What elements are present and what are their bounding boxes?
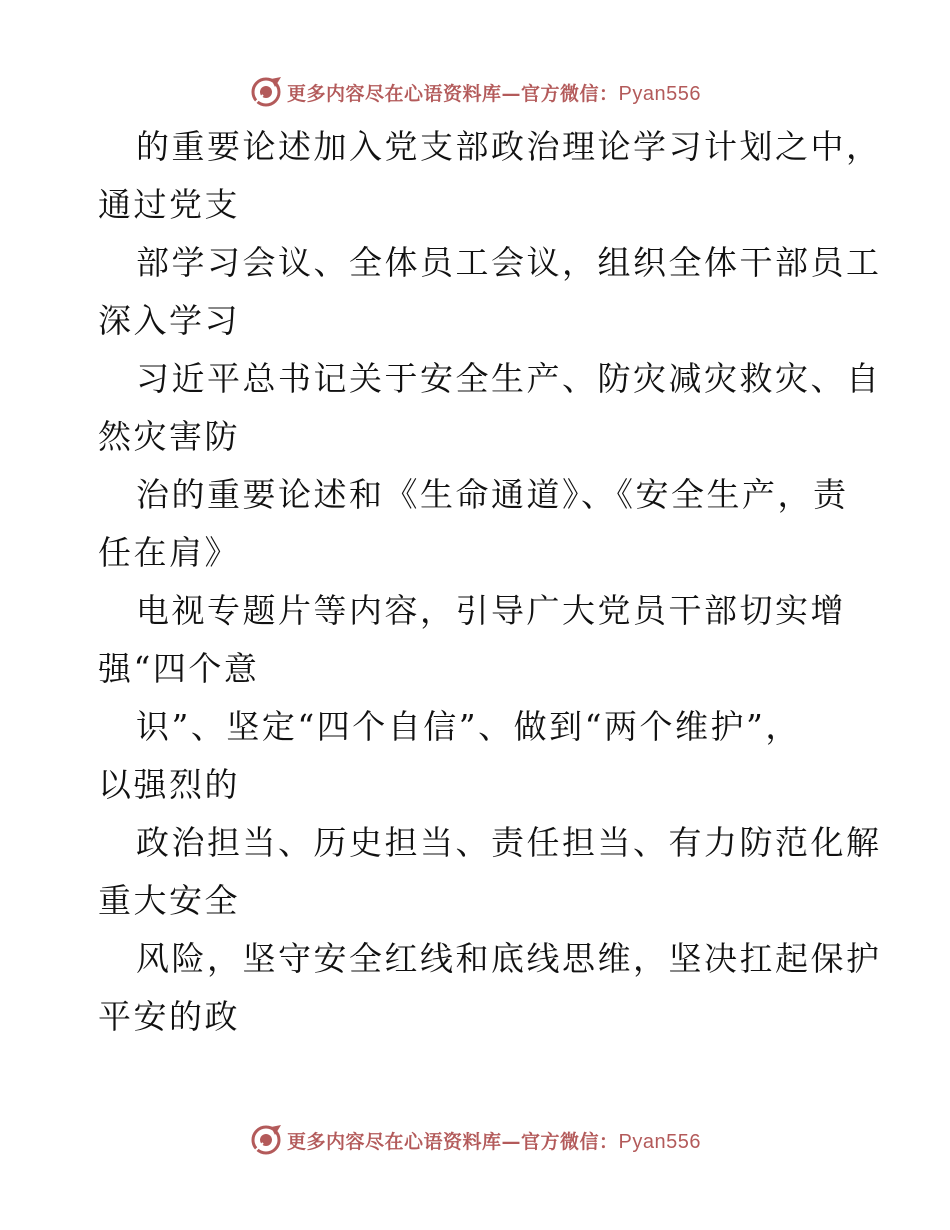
paragraph-line: 电视专题片等内容，引导广大党员干部切实增	[136, 591, 846, 630]
paragraph	[98, 350, 882, 466]
document-body	[98, 118, 882, 1046]
paragraph-line: 通过党支	[98, 185, 240, 224]
paragraph	[98, 930, 882, 1046]
footer-banner-id: Pyan556	[618, 1130, 701, 1153]
paragraph	[98, 582, 858, 698]
paragraph-line: 部学习会议、全体员工会议，组织全体干部员工	[136, 243, 882, 282]
paragraph	[98, 118, 882, 234]
paragraph-line: 政治担当、历史担当、责任担当、有力防范化解	[136, 823, 882, 862]
header-banner-text	[287, 79, 701, 106]
paragraph-line: 重大安全	[98, 881, 240, 920]
footer-banner	[0, 1118, 950, 1162]
paragraph	[98, 234, 882, 350]
header-banner-id: Pyan556	[618, 82, 701, 105]
paragraph	[98, 698, 858, 814]
paragraph-line: 深入学习	[98, 301, 240, 340]
quill-pen-logo-icon	[249, 1123, 283, 1157]
paragraph-line: 习近平总书记关于安全生产、防灾减灾救灾、自	[136, 359, 882, 398]
header-banner	[0, 70, 950, 114]
paragraph-line: 以强烈的	[98, 765, 240, 804]
paragraph-line: 强“四个意	[98, 649, 260, 688]
paragraph	[98, 466, 858, 582]
header-banner-cn: 更多内容尽在心语资料库—官方微信：	[287, 82, 619, 105]
paragraph-line: 治的重要论述和《生命通道》、《安全生产，责	[136, 475, 849, 514]
paragraph-line: 然灾害防	[98, 417, 240, 456]
paragraph-line: 任在肩》	[98, 533, 240, 572]
quill-pen-logo-icon	[249, 75, 283, 109]
paragraph-line: 识”、坚定“四个自信”、做到“两个维护”，	[136, 707, 801, 746]
paragraph-line: 平安的政	[98, 997, 240, 1036]
paragraph-line: 的重要论述加入党支部政治理论学习计划之中，	[136, 127, 882, 166]
footer-banner-text	[287, 1127, 701, 1154]
paragraph-line: 风险，坚守安全红线和底线思维，坚决扛起保护	[136, 939, 882, 978]
footer-banner-cn: 更多内容尽在心语资料库—官方微信：	[287, 1130, 619, 1153]
paragraph	[98, 814, 882, 930]
